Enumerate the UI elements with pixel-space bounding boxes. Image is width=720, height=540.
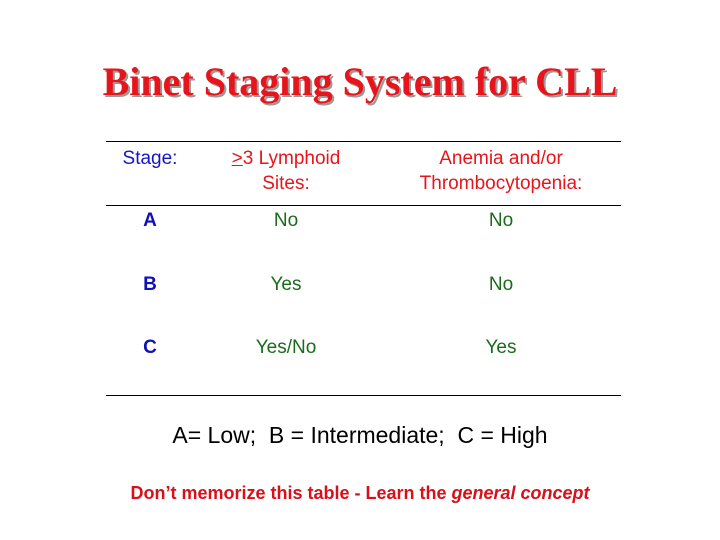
header-bottom-rule	[106, 205, 621, 206]
row-stage: C	[143, 337, 157, 358]
row-stage: A	[143, 210, 157, 231]
header-lymphoid-line2: Sites:	[262, 173, 310, 194]
row-stage: B	[143, 274, 157, 295]
header-anemia	[383, 146, 619, 196]
header-anemia-line1: Anemia and/or	[439, 148, 563, 169]
header-anemia-line2: Thrombocytopenia:	[419, 173, 583, 194]
note-emphasis: general concept	[451, 483, 590, 503]
risk-legend: A= Low; B = Intermediate; C = High	[172, 422, 548, 448]
row-lymphoid-value: Yes/No	[255, 337, 317, 358]
row-anemia-value: Yes	[485, 337, 517, 358]
header-lymphoid-line1: 3 Lymphoid	[242, 148, 341, 169]
table-bottom-rule	[106, 395, 621, 396]
row-lymphoid-value: No	[273, 210, 299, 231]
table-top-rule	[106, 141, 621, 142]
row-lymphoid-value: Yes	[270, 274, 302, 295]
header-stage: Stage:	[122, 148, 178, 169]
study-note	[0, 483, 720, 504]
slide-title: Binet Staging System for CLL	[102, 59, 618, 104]
greater-equal-symbol: >	[231, 148, 243, 169]
header-lymphoid-sites	[196, 146, 376, 196]
row-anemia-value: No	[488, 274, 514, 295]
row-anemia-value: No	[488, 210, 514, 231]
note-text: Don’t memorize this table - Learn the	[130, 483, 452, 503]
